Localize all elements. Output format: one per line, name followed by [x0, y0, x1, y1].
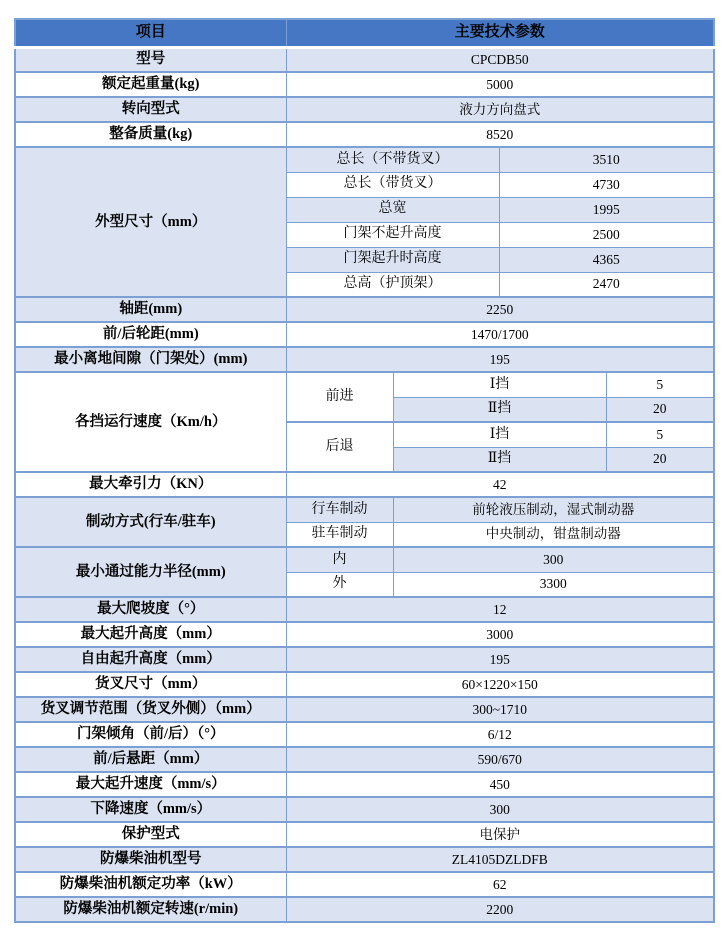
- gear-value: 5: [606, 422, 714, 447]
- row-lowering-speed: [15, 797, 714, 822]
- overhang-value: 590/670: [286, 747, 714, 772]
- row-dim-overall-length-no-fork: [15, 147, 714, 172]
- dim-value: 2470: [499, 272, 714, 297]
- dim-name: 总高（护顶架）: [286, 272, 499, 297]
- max-lift-speed-label: 最大起升速度（mm/s）: [15, 772, 286, 797]
- turning-radius-label: 最小通过能力半径(mm): [15, 547, 286, 597]
- row-free-lift-height: [15, 647, 714, 672]
- row-max-gradeability: [15, 597, 714, 622]
- direction-forward-label: 前进: [286, 372, 393, 422]
- mast-tilt-label: 门架倾角（前/后）（°）: [15, 722, 286, 747]
- radius-item-value: 300: [393, 547, 714, 572]
- spec-table: [14, 18, 715, 923]
- row-max-lift-speed: [15, 772, 714, 797]
- row-ground-clearance: [15, 347, 714, 372]
- dimensions-label: 外型尺寸（mm）: [15, 147, 286, 297]
- gear-label: Ⅱ挡: [393, 447, 606, 472]
- row-max-lift-height: [15, 622, 714, 647]
- dim-name: 总长（不带货叉）: [286, 147, 499, 172]
- dim-value: 4730: [499, 172, 714, 197]
- radius-item-name: 内: [286, 547, 393, 572]
- brake-item-name: 行车制动: [286, 497, 393, 522]
- mast-tilt-value: 6/12: [286, 722, 714, 747]
- max-gradeability-value: 12: [286, 597, 714, 622]
- max-traction-value: 42: [286, 472, 714, 497]
- dim-value: 3510: [499, 147, 714, 172]
- header-item-cell: 项目: [15, 19, 286, 47]
- row-fork-size: [15, 672, 714, 697]
- track-label: 前/后轮距(mm): [15, 322, 286, 347]
- dim-name: 总长（带货叉）: [286, 172, 499, 197]
- row-wheelbase: [15, 297, 714, 322]
- lowering-speed-value: 300: [286, 797, 714, 822]
- fork-adjust-range-label: 货叉调节范围（货叉外侧）（mm）: [15, 697, 286, 722]
- fork-size-value: 60×1220×150: [286, 672, 714, 697]
- engine-model-value: ZL4105DZLDFB: [286, 847, 714, 872]
- engine-rated-speed-value: 2200: [286, 897, 714, 922]
- service-weight-label: 整备质量(kg): [15, 122, 286, 147]
- steering-type-label: 转向型式: [15, 97, 286, 122]
- engine-rated-power-value: 62: [286, 872, 714, 897]
- dim-value: 1995: [499, 197, 714, 222]
- row-speed-forward-gear1: [15, 372, 714, 397]
- travel-speed-label: 各挡运行速度（Km/h）: [15, 372, 286, 472]
- radius-item-value: 3300: [393, 572, 714, 597]
- max-traction-label: 最大牵引力（KN）: [15, 472, 286, 497]
- gear-value: 20: [606, 447, 714, 472]
- row-rated-capacity: [15, 72, 714, 97]
- engine-model-label: 防爆柴油机型号: [15, 847, 286, 872]
- protection-type-value: 电保护: [286, 822, 714, 847]
- track-value: 1470/1700: [286, 322, 714, 347]
- brake-type-label: 制动方式(行车/驻车): [15, 497, 286, 547]
- ground-clearance-label: 最小离地间隙（门架处）(mm): [15, 347, 286, 372]
- free-lift-height-label: 自由起升高度（mm）: [15, 647, 286, 672]
- dim-name: 门架不起升高度: [286, 222, 499, 247]
- rated-capacity-value: 5000: [286, 72, 714, 97]
- fork-adjust-range-value: 300~1710: [286, 697, 714, 722]
- row-max-traction: [15, 472, 714, 497]
- gear-label: Ⅱ挡: [393, 397, 606, 422]
- protection-type-label: 保护型式: [15, 822, 286, 847]
- rated-capacity-label: 额定起重量(kg): [15, 72, 286, 97]
- dim-name: 门架起升时高度: [286, 247, 499, 272]
- header-params-cell: 主要技术参数: [286, 19, 714, 47]
- row-steering-type: [15, 97, 714, 122]
- engine-rated-speed-label: 防爆柴油机额定转速(r/min): [15, 897, 286, 922]
- row-protection-type: [15, 822, 714, 847]
- header-row: [15, 19, 714, 47]
- row-mast-tilt: [15, 722, 714, 747]
- dim-name: 总宽: [286, 197, 499, 222]
- brake-item-name: 驻车制动: [286, 522, 393, 547]
- brake-item-value: 前轮液压制动，湿式制动器: [393, 497, 714, 522]
- row-model: [15, 47, 714, 72]
- overhang-label: 前/后悬距（mm）: [15, 747, 286, 772]
- model-value: CPCDB50: [286, 47, 714, 72]
- service-weight-value: 8520: [286, 122, 714, 147]
- row-service-weight: [15, 122, 714, 147]
- row-engine-rated-power: [15, 872, 714, 897]
- row-engine-rated-speed: [15, 897, 714, 922]
- max-lift-speed-value: 450: [286, 772, 714, 797]
- row-engine-model: [15, 847, 714, 872]
- row-service-brake: [15, 497, 714, 522]
- gear-value: 20: [606, 397, 714, 422]
- row-fork-adjust-range: [15, 697, 714, 722]
- lowering-speed-label: 下降速度（mm/s）: [15, 797, 286, 822]
- max-gradeability-label: 最大爬坡度（°）: [15, 597, 286, 622]
- gear-value: 5: [606, 372, 714, 397]
- brake-item-value: 中央制动，钳盘制动器: [393, 522, 714, 547]
- radius-item-name: 外: [286, 572, 393, 597]
- steering-type-value: 液力方向盘式: [286, 97, 714, 122]
- max-lift-height-value: 3000: [286, 622, 714, 647]
- dim-value: 2500: [499, 222, 714, 247]
- ground-clearance-value: 195: [286, 347, 714, 372]
- max-lift-height-label: 最大起升高度（mm）: [15, 622, 286, 647]
- free-lift-height-value: 195: [286, 647, 714, 672]
- row-overhang: [15, 747, 714, 772]
- gear-label: Ⅰ挡: [393, 372, 606, 397]
- gear-label: Ⅰ挡: [393, 422, 606, 447]
- wheelbase-label: 轴距(mm): [15, 297, 286, 322]
- engine-rated-power-label: 防爆柴油机额定功率（kW）: [15, 872, 286, 897]
- direction-reverse-label: 后退: [286, 422, 393, 472]
- wheelbase-value: 2250: [286, 297, 714, 322]
- row-track: [15, 322, 714, 347]
- model-label: 型号: [15, 47, 286, 72]
- dim-value: 4365: [499, 247, 714, 272]
- row-turning-radius-inner: [15, 547, 714, 572]
- fork-size-label: 货叉尺寸（mm）: [15, 672, 286, 697]
